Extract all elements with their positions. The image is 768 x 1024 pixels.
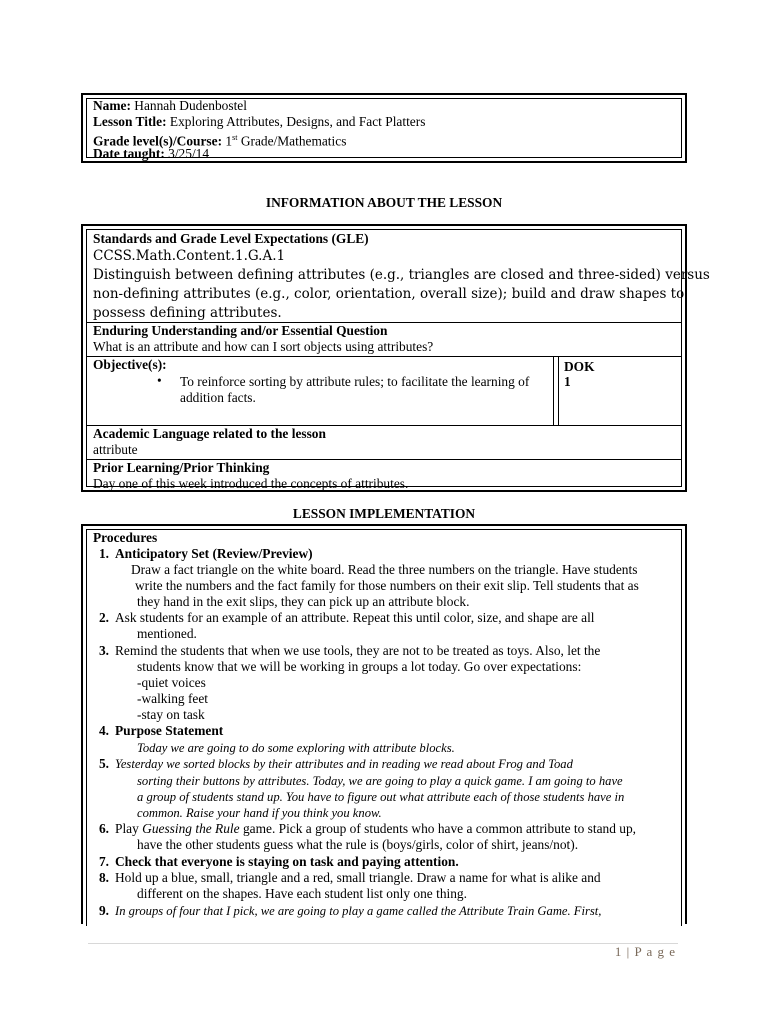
standard-text-3: possess defining attributes.	[93, 305, 282, 321]
prior-label: Prior Learning/Prior Thinking	[93, 460, 270, 475]
dok-value: 1	[564, 374, 571, 389]
page-footer	[615, 944, 676, 960]
standards-label: Standards and Grade Level Expectations (GLE)	[93, 231, 369, 246]
lesson-info-inner	[86, 229, 710, 491]
step-2-number: 2.	[98, 610, 109, 625]
name-value: Hannah Dudenbostel	[134, 98, 247, 113]
enduring-text: What is an attribute and how can I sort objects using attributes?	[93, 339, 434, 354]
name-line	[93, 98, 247, 114]
academic-text: attribute	[93, 442, 138, 457]
objectives-label: Objective(s):	[93, 357, 167, 372]
procedures-box	[81, 524, 687, 924]
dok-label: DOK	[564, 359, 595, 374]
step-8-line	[87, 870, 601, 886]
standards-section	[87, 230, 710, 322]
step-4-title: Purpose Statement	[115, 723, 224, 738]
standard-code: CCSS.Math.Content.1.G.A.1	[93, 248, 286, 264]
lesson-header-inner	[86, 98, 682, 161]
lesson-title-label: Lesson Title:	[93, 114, 167, 129]
procedures-inner	[86, 529, 682, 926]
page-word: P a g e	[634, 944, 676, 959]
standard-text-2: non-defining attributes (e.g., color, orientation, overall size); build and draw shapes to	[93, 286, 685, 302]
grade-value: Grade/Mathematics	[240, 133, 347, 149]
date-line	[93, 146, 209, 162]
step-1-text-2: write the numbers and the fact family for those numbers on their exit slip. Tell students that as	[135, 578, 639, 593]
step-1-text-1: Draw a fact triangle on the white board. Read the three numbers on the triangle. Have students	[131, 562, 638, 577]
step-9-text-1: In groups of four that I pick, we are going to play a game called the Attribute Train Game. First,	[115, 904, 602, 918]
step-2-text-1: Ask students for an example of an attribute. Repeat this until color, size, and shape are all	[115, 610, 595, 625]
lesson-title-line	[93, 114, 425, 130]
step-2-text-2: mentioned.	[137, 626, 197, 641]
objectives-cell	[87, 357, 554, 425]
objectives-section	[87, 356, 681, 425]
step-3-line	[87, 643, 600, 659]
objective-text-1: To reinforce sorting by attribute rules; to facilitate the learning of	[180, 374, 530, 389]
prior-learning-section	[87, 459, 681, 491]
enduring-section	[87, 322, 681, 356]
academic-language-section	[87, 425, 681, 459]
grade-superscript: st	[232, 133, 238, 142]
dok-cell	[558, 357, 681, 425]
step-5-line	[87, 756, 573, 772]
lesson-header-box	[81, 93, 687, 163]
step-6-text-b: game. Pick a group of students who have a common attribute to stand up,	[239, 821, 637, 836]
step-3-text-2: students know that we will be working in groups a lot today. Go over expectations:	[137, 659, 582, 674]
step-6-number: 6.	[98, 821, 109, 836]
step-5-text-2: sorting their buttons by attributes. Today, we are going to play a quick game. I am going to have	[137, 774, 623, 788]
step-1-title: Anticipatory Set (Review/Preview)	[115, 546, 313, 561]
grade-label: Grade level(s)/Course:	[93, 133, 223, 149]
step-1-title-line	[87, 546, 313, 562]
step-6-text-2: have the other students guess what the rule is (boys/girls, color of shirt, jeans/not).	[137, 837, 579, 852]
expectation-walking-feet: -walking feet	[137, 691, 209, 706]
info-heading: INFORMATION ABOUT THE LESSON	[265, 195, 503, 210]
step-8-text-1: Hold up a blue, small, triangle and a red, small triangle. Draw a name for what is alike and	[115, 870, 601, 885]
page-separator: |	[622, 944, 635, 959]
page-number: 1	[614, 944, 623, 959]
lesson-title-value: Exploring Attributes, Designs, and Fact Platters	[169, 114, 426, 129]
standard-text-1: Distinguish between defining attributes (e.g., triangles are closed and three-sided) versus	[93, 267, 710, 283]
name-label: Name:	[93, 98, 131, 113]
step-4-text: Today we are going to do some exploring with attribute blocks.	[137, 741, 455, 755]
step-7-line	[87, 854, 459, 870]
step-6-line	[87, 821, 636, 837]
step-7-number: 7.	[98, 854, 109, 869]
step-2-line	[87, 610, 595, 626]
step-7-text: Check that everyone is staying on task and paying attention.	[115, 854, 459, 869]
date-value: 3/25/14	[168, 146, 210, 161]
step-5-text-1: Yesterday we sorted blocks by their attributes and in reading we read about Frog and Toad	[115, 757, 573, 771]
prior-text: Day one of this week introduced the concepts of attributes.	[93, 476, 409, 491]
step-3-number: 3.	[98, 643, 109, 658]
step-6-text-a: Play	[115, 821, 143, 836]
objective-bullet: •	[157, 373, 162, 388]
step-5-text-4: common. Raise your hand if you think you know.	[137, 806, 382, 820]
footer-divider	[88, 943, 678, 944]
implementation-heading: LESSON IMPLEMENTATION	[292, 506, 476, 521]
step-6-game-name: Guessing the Rule	[142, 821, 240, 836]
step-1-number: 1.	[98, 546, 109, 561]
enduring-label: Enduring Understanding and/or Essential Question	[93, 323, 388, 338]
expectation-quiet-voices: -quiet voices	[137, 675, 206, 690]
date-label: Date taught:	[93, 146, 165, 161]
objective-text-2: addition facts.	[180, 390, 256, 405]
step-4-number: 4.	[98, 723, 109, 738]
step-3-text-1: Remind the students that when we use tools, they are not to be treated as toys. Also, let the	[115, 643, 601, 658]
step-9-line	[87, 903, 601, 919]
grade-number: 1	[225, 133, 233, 149]
procedures-label: Procedures	[93, 530, 158, 545]
step-1-text-3: they hand in the exit slips, they can pick up an attribute block.	[137, 594, 470, 609]
step-9-number: 9.	[98, 903, 109, 918]
step-4-title-line	[87, 723, 223, 739]
lesson-info-box	[81, 224, 710, 492]
step-8-number: 8.	[98, 870, 109, 885]
step-8-text-2: different on the shapes. Have each student list only one thing.	[137, 886, 467, 901]
step-5-number: 5.	[98, 756, 109, 771]
step-5-text-3: a group of students stand up. You have to figure out what attribute each of those students have in	[137, 790, 625, 804]
expectation-stay-on-task: -stay on task	[137, 707, 205, 722]
academic-label: Academic Language related to the lesson	[93, 426, 326, 441]
